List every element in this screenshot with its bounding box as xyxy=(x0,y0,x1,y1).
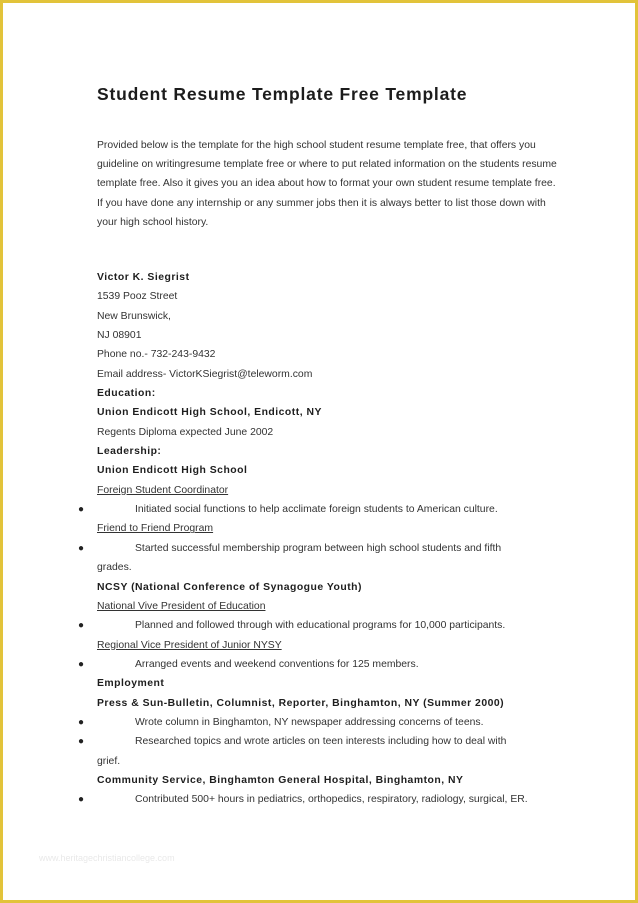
list-item xyxy=(78,655,567,674)
contact-city: New Brunswick, xyxy=(97,310,171,322)
contact-street: 1539 Pooz Street xyxy=(97,291,178,303)
role-friend-to-friend: Friend to Friend Program xyxy=(97,523,214,535)
watermark: www.heritagechristiancollege.com xyxy=(39,853,175,863)
bullet-icon: ● xyxy=(78,716,85,728)
role-regional-vp: Regional Vice President of Junior NYSY xyxy=(97,639,282,651)
leadership-school: Union Endicott High School xyxy=(97,465,248,477)
bullet-text: Initiated social functions to help acclimate foreign students to American culture. xyxy=(135,504,498,516)
intro-paragraph-1: Provided below is the template for the high school student resume template free, that offers you guideline on writingresume template free or where to put related information on the students resume template free. Also it gives you an idea about how to format your own student resume template free. xyxy=(97,140,557,190)
bullet-continuation: grief. xyxy=(97,755,121,767)
bullet-text: Arranged events and weekend conventions for 125 members. xyxy=(135,658,419,670)
employment-job: Press & Sun-Bulletin, Columnist, Reporter, Binghamton, NY (Summer 2000) xyxy=(97,697,505,709)
bullet-continuation: grades. xyxy=(97,562,132,574)
bullet-icon: ● xyxy=(78,542,85,554)
list-item xyxy=(78,500,567,519)
role-national-vp: National Vive President of Education xyxy=(97,600,266,612)
contact-name: Victor K. Siegrist xyxy=(97,272,190,283)
leadership-heading: Leadership: xyxy=(97,446,162,458)
bullet-icon: ● xyxy=(78,736,85,748)
intro-text xyxy=(97,136,557,232)
intro-paragraph-2: If you have done any internship or any summer jobs then it is always better to list those down with your high school history. xyxy=(97,197,546,228)
community-service: Community Service, Binghamton General Hospital, Binghamton, NY xyxy=(97,774,464,786)
role-foreign-student-coordinator: Foreign Student Coordinator xyxy=(97,484,229,496)
list-item xyxy=(78,732,567,751)
bullet-text: Planned and followed through with educational programs for 10,000 participants. xyxy=(135,620,506,632)
resume-body xyxy=(78,268,567,810)
bullet-text: Wrote column in Binghamton, NY newspaper addressing concerns of teens. xyxy=(135,716,484,728)
document-title: Student Resume Template Free Template xyxy=(97,84,468,104)
employment-heading: Employment xyxy=(97,678,165,690)
education-detail: Regents Diploma expected June 2002 xyxy=(97,426,274,438)
bullet-text: Started successful membership program between high school students and fifth xyxy=(135,542,502,554)
org-ncsy: NCSY (National Conference of Synagogue Youth) xyxy=(97,581,362,593)
bullet-icon: ● xyxy=(78,658,85,670)
bullet-icon: ● xyxy=(78,504,85,516)
list-item xyxy=(78,616,567,635)
bullet-icon: ● xyxy=(78,620,85,632)
list-item xyxy=(78,713,567,732)
bullet-text: Researched topics and wrote articles on teen interests including how to deal with xyxy=(135,736,507,748)
list-item xyxy=(78,790,567,809)
contact-phone: Phone no.- 732-243-9432 xyxy=(97,349,216,361)
bullet-text: Contributed 500+ hours in pediatrics, orthopedics, respiratory, radiology, surgical, ER. xyxy=(135,794,528,806)
education-heading: Education: xyxy=(97,388,156,400)
list-item xyxy=(78,539,567,558)
bullet-icon: ● xyxy=(78,794,85,806)
contact-state-zip: NJ 08901 xyxy=(97,330,142,342)
education-school: Union Endicott High School, Endicott, NY xyxy=(97,407,322,419)
contact-email: Email address- VictorKSiegrist@teleworm.com xyxy=(97,368,313,380)
